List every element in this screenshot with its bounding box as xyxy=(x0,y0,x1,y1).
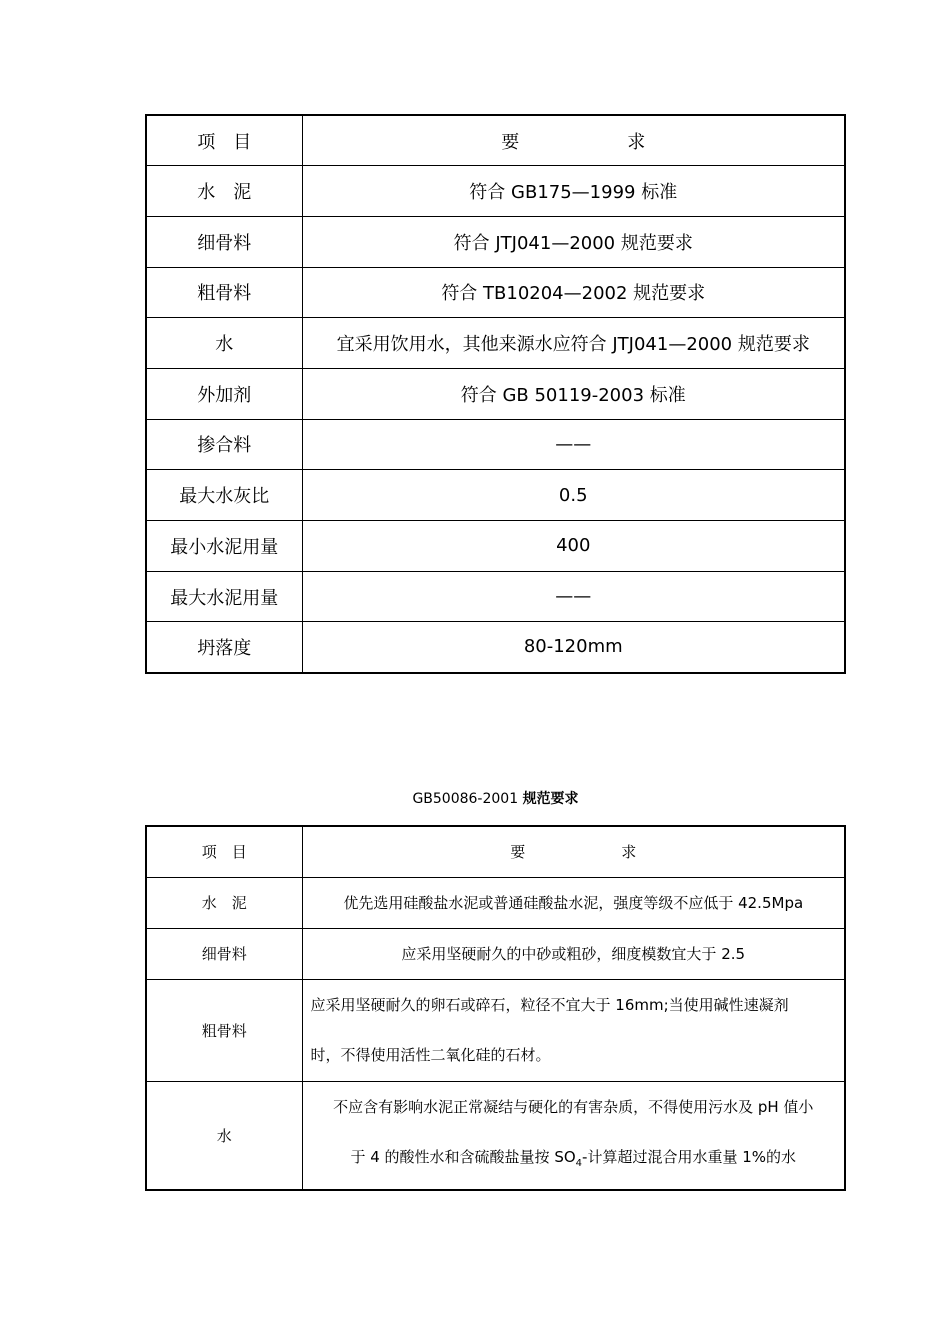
row-requirement xyxy=(302,979,845,1081)
header-req-a: 要 xyxy=(501,131,520,153)
row-item: 水 泥 xyxy=(146,877,302,928)
table-row xyxy=(146,877,845,928)
table-row xyxy=(146,166,845,217)
table-header-row xyxy=(146,826,845,877)
table-row xyxy=(146,470,845,521)
row-item: 外加剂 xyxy=(146,368,302,419)
row-requirement: 符合 GB 50119-2003 标准 xyxy=(302,368,845,419)
table-row xyxy=(146,267,845,318)
table-row xyxy=(146,928,845,979)
table-header-row xyxy=(146,115,845,166)
table-row xyxy=(146,622,845,673)
caption-code: GB50086-2001 xyxy=(412,791,523,807)
table-row xyxy=(146,368,845,419)
row-item: 最小水泥用量 xyxy=(146,521,302,572)
header-req-b: 求 xyxy=(627,131,646,153)
row-requirement xyxy=(302,1081,845,1190)
row-requirement: 符合 GB175—1999 标准 xyxy=(302,166,845,217)
row-item: 细骨料 xyxy=(146,928,302,979)
table2-caption xyxy=(145,788,846,810)
row-item: 最大水泥用量 xyxy=(146,571,302,622)
header-item: 项 目 xyxy=(146,115,302,166)
row-requirement: 宜采用饮用水，其他来源水应符合 JTJ041—2000 规范要求 xyxy=(302,318,845,369)
row-requirement: 80-120mm xyxy=(302,622,845,673)
sulfate-subscript: 4 xyxy=(575,1157,583,1169)
header-requirement xyxy=(302,826,845,877)
table-row xyxy=(146,216,845,267)
row-requirement: 0.5 xyxy=(302,470,845,521)
table-row xyxy=(146,979,845,1081)
row-requirement-line1: 应采用坚硬耐久的卵石或碎石，粒径不宜大于 16mm;当使用碱性速凝剂 xyxy=(310,996,789,1014)
header-item: 项 目 xyxy=(146,826,302,877)
table-row xyxy=(146,571,845,622)
row-item: 坍落度 xyxy=(146,622,302,673)
row-requirement: 400 xyxy=(302,521,845,572)
table-row xyxy=(146,1081,845,1190)
table-row xyxy=(146,521,845,572)
header-requirement xyxy=(302,115,845,166)
row-item: 水 xyxy=(146,318,302,369)
row-requirement: 符合 TB10204—2002 规范要求 xyxy=(302,267,845,318)
row-requirement: 优先选用硅酸盐水泥或普通硅酸盐水泥，强度等级不应低于 42.5Mpa xyxy=(302,877,845,928)
gb50086-requirements-table xyxy=(145,825,846,1191)
row-item: 粗骨料 xyxy=(146,979,302,1081)
row-item: 水 泥 xyxy=(146,166,302,217)
header-req-a: 要 xyxy=(510,843,526,862)
row-requirement: 应采用坚硬耐久的中砂或粗砂，细度模数宜大于 2.5 xyxy=(302,928,845,979)
table-row xyxy=(146,318,845,369)
row-item: 掺合料 xyxy=(146,419,302,470)
materials-table xyxy=(145,114,846,674)
row-item: 最大水灰比 xyxy=(146,470,302,521)
row-requirement-line1: 不应含有影响水泥正常凝结与硬化的有害杂质，不得使用污水及 pH 值小 xyxy=(333,1097,814,1116)
row-requirement: 符合 JTJ041—2000 规范要求 xyxy=(302,216,845,267)
row-requirement: —— xyxy=(302,571,845,622)
row-item: 细骨料 xyxy=(146,216,302,267)
row-requirement-line2: 时，不得使用活性二氧化硅的石材。 xyxy=(310,1046,551,1064)
row-item: 粗骨料 xyxy=(146,267,302,318)
row-requirement-line2b: -计算超过混合用水重量 1%的水 xyxy=(582,1147,797,1166)
row-item: 水 xyxy=(146,1081,302,1190)
header-req-b: 求 xyxy=(621,843,637,862)
caption-title: 规范要求 xyxy=(522,791,579,807)
row-requirement-line2a: 于 4 的酸性水和含硫酸盐量按 SO xyxy=(350,1147,576,1166)
table-row xyxy=(146,419,845,470)
row-requirement: —— xyxy=(302,419,845,470)
